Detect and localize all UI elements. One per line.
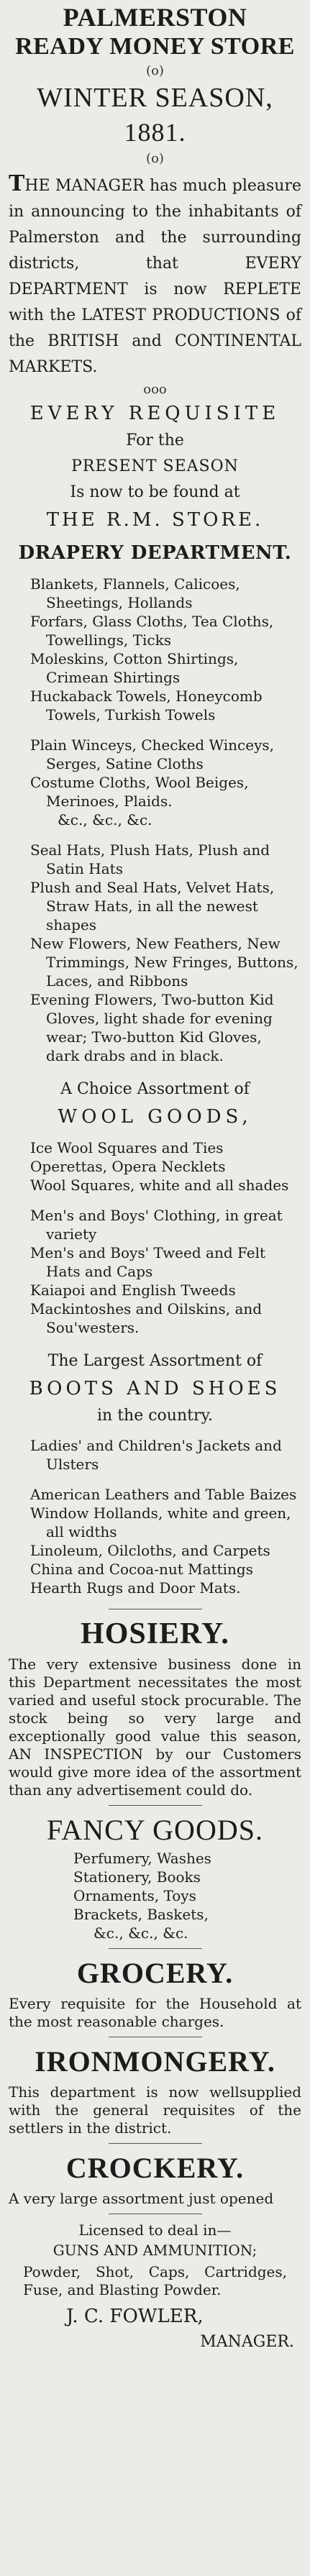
list-item: &c., &c., &c. [94,1924,188,1942]
intro-text: HE MANAGER has much pleasure in announcing to the inhabitants of Palmerston and the surrounding districts, that EVERY DEPARTMENT is now REPLETE with the LATEST PRODUCTIONS of the BRITISH and CONTINENTAL MARKETS. [9,177,301,376]
license-powder: Powder, Shot, Caps, Cartridges, Fuse, and Blasting Powder. [23,2263,287,2298]
list-item: China and Cocoa-nut Mattings [30,1561,253,1578]
list-item: Evening Flowers, Two-button Kid Gloves, light shade for evening wear; Two-button Kid Gloves, dark drabs and in black. [30,991,274,1064]
manager-title: MANAGER. [200,2333,294,2351]
wool-heading: WOOL GOODS, [58,1106,252,1128]
requisite-heading: EVERY REQUISITE [29,403,281,424]
divider-rule [109,1805,202,1806]
intro-paragraph [9,171,301,380]
manager-name: J. C. FOWLER, [66,2306,204,2327]
divider-rule [109,2143,202,2144]
list-item: Seal Hats, Plush Hats, Plush and Satin Hats [30,841,270,877]
masthead [9,3,301,168]
list-item: Window Hollands, white and green, all widths [30,1504,291,1540]
hosiery-heading: HOSIERY. [81,1617,229,1650]
list-item: Linoleum, Oilcloths, and Carpets [30,1542,270,1559]
requisite-for: For the [126,431,184,449]
drapery-heading: DRAPERY DEPARTMENT. [18,542,292,564]
ornament: (o) [146,151,164,166]
store-name-line1: PALMERSTON [63,3,247,32]
list-item: Stationery, Books [73,1868,201,1886]
list-item: New Flowers, New Feathers, New Trimmings, New Fringes, Buttons, Laces, and Ribbons [30,935,298,990]
season-year: 1881. [124,118,186,147]
furnishing-list [9,1485,301,1597]
list-item: Brackets, Baskets, [73,1906,209,1923]
list-item: Perfumery, Washes [73,1850,211,1867]
ironmongery-heading: IRONMONGERY. [35,2045,275,2078]
crockery-text: A very large assortment just opened [9,2190,274,2207]
license-guns: GUNS AND AMMUNITION; [53,2242,257,2259]
requisite-season: PRESENT SEASON [71,457,239,475]
list-item: Operettas, Opera Necklets [30,1158,226,1175]
store-name-line2: READY MONEY STORE [15,33,295,60]
ironmongery-text: This department is now wellsupplied with the general requisites of the settlers in the district. [9,2083,301,2137]
list-item: Wool Squares, white and all shades [30,1177,289,1194]
list-item: Men's and Boys' Clothing, in great variety [30,1207,283,1243]
list-item: Ice Wool Squares and Ties [30,1139,224,1156]
store-short-name: THE R.M. STORE. [46,509,264,531]
jackets-list [9,1436,301,1474]
list-item: Costume Cloths, Wool Beiges, Merinoes, Plaids. [30,774,249,810]
boots-intro: The Largest Assortment of [47,1352,263,1370]
drapery-list-1 [9,575,301,724]
list-item: Forfars, Glass Cloths, Tea Cloths, Towellings, Ticks [30,613,274,649]
grocery-heading: GROCERY. [76,1957,234,1989]
drapery-list-2 [9,736,301,829]
requisite-block [9,399,301,534]
crockery-heading: CROCKERY. [65,2152,245,2184]
list-item: Men's and Boys' Tweed and Felt Hats and Caps [30,1244,266,1280]
clothing-list [9,1206,301,1337]
list-item: Mackintoshes and Oilskins, and Sou'westers. [30,1300,263,1336]
ornament: (o) [146,63,164,78]
season-title: WINTER SEASON, [37,83,273,113]
list-item: Plain Winceys, Checked Winceys, Serges, Satine Cloths [30,736,274,772]
divider: ooo [143,382,167,397]
list-item: Plush and Seal Hats, Velvet Hats, Straw Hats, in all the newest shapes [30,879,275,933]
hosiery-text: The very extensive business done in this Department necessitates the most varied and useful stock procurable. The stock being so very large and exceptionally good value this season, AN INSPECTION by our Customers would give more idea of the assortment than any advertisement could do. [9,1655,301,1799]
list-item: Ornaments, Toys [73,1887,196,1904]
list-item: &c., &c., &c. [58,811,152,828]
wool-intro: A Choice Assortment of [60,1080,250,1098]
requisite-found: Is now to be found at [70,483,240,501]
license-intro: Licensed to deal in— [78,2221,232,2239]
grocery-text: Every requisite for the Household at the most reasonable charges. [9,1995,301,2030]
list-item: Blankets, Flannels, Calicoes, Sheetings, Hollands [30,575,240,611]
fancy-heading: FANCY GOODS. [47,1814,263,1846]
boots-heading: BOOTS AND SHOES [29,1378,281,1399]
list-item: Ladies' and Children's Jackets and Ulsters [30,1437,282,1473]
divider-rule [109,1948,202,1949]
boots-tail: in the country. [97,1407,213,1425]
drop-cap: T [9,171,25,196]
drapery-list-3 [9,841,301,1065]
list-item: Hearth Rugs and Door Mats. [30,1579,241,1597]
list-item: Moleskins, Cotton Shirtings, Crimean Shirtings [30,650,239,686]
wool-list [9,1138,301,1195]
fancy-list [9,1849,301,1942]
list-item: American Leathers and Table Baizes [30,1486,297,1503]
list-item: Huckaback Towels, Honeycomb Towels, Turkish Towels [30,688,263,723]
list-item: Kaiapoi and English Tweeds [30,1282,236,1299]
